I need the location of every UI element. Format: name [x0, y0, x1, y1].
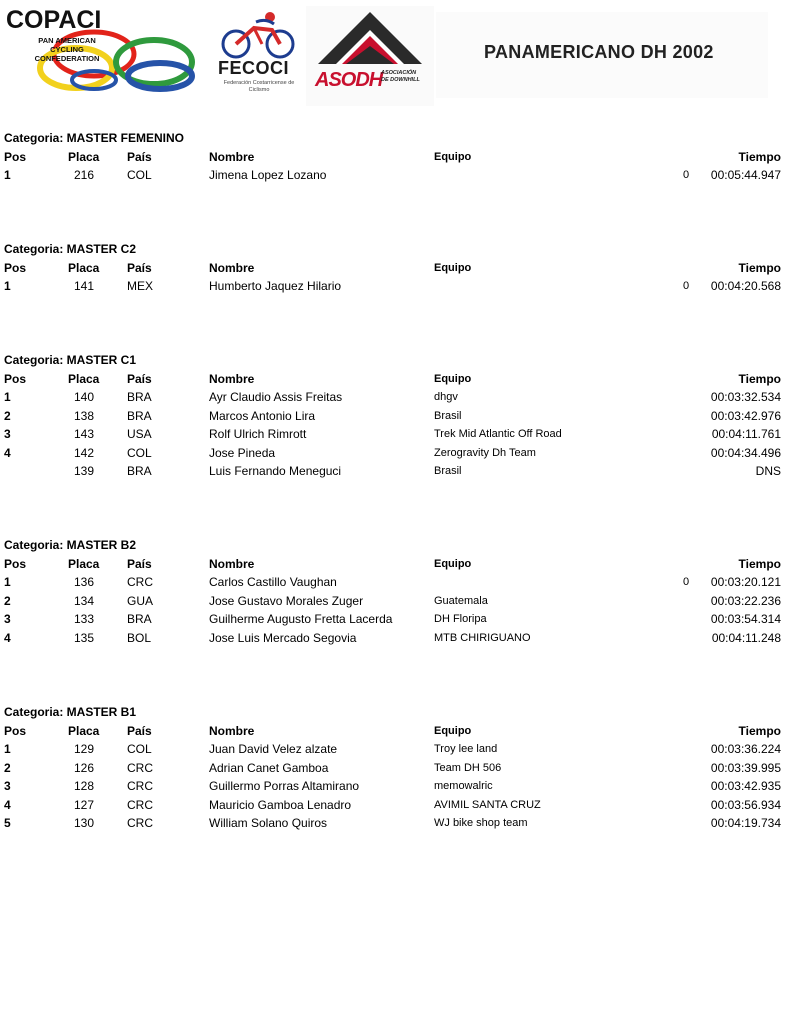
table-header [0, 150, 785, 168]
pais-cell: BRA [127, 612, 152, 626]
pais-cell: COL [127, 742, 152, 756]
placa-cell: 134 [74, 593, 95, 608]
header-pos: Pos [4, 723, 27, 738]
header-equipo: Equipo [434, 261, 472, 274]
pais-cell: GUA [127, 593, 154, 608]
fecoci-logo [214, 10, 300, 96]
cyclist-icon [214, 10, 300, 60]
placa-cell: 128 [74, 779, 95, 793]
placa-cell: 130 [74, 816, 95, 830]
pos-cell: 1 [4, 390, 11, 404]
equipo-cell: DH Floripa [434, 613, 487, 625]
tiempo-cell: 00:03:39.995 [710, 760, 781, 775]
pais-cell: BRA [127, 408, 152, 423]
header-nombre: Nombre [209, 371, 255, 386]
category-title: Categoria: MASTER C2 [4, 242, 137, 256]
nombre-cell: Carlos Castillo Vaughan [209, 575, 337, 589]
table-header [0, 372, 785, 390]
equipo-cell: Brasil [434, 465, 462, 477]
table-row [0, 798, 785, 816]
pos-cell: 2 [4, 760, 11, 775]
placa-cell: 127 [74, 797, 95, 812]
category-title: Categoria: MASTER B1 [4, 705, 137, 719]
fecoci-name: FECOCI [218, 58, 290, 78]
header-tiempo: Tiempo [738, 260, 781, 275]
pos-cell: 5 [4, 816, 11, 830]
header-equipo: Equipo [434, 724, 472, 737]
header-placa: Placa [68, 149, 100, 164]
tiempo-cell: 00:03:20.121 [710, 575, 781, 589]
extra-cell: 0 [683, 576, 690, 588]
tiempo-cell: 00:05:44.947 [710, 168, 781, 182]
pos-cell: 2 [4, 593, 11, 608]
header-pos: Pos [4, 371, 27, 386]
event-title-banner [436, 12, 768, 98]
pais-cell: BRA [127, 464, 152, 478]
tiempo-cell: 00:03:42.935 [710, 779, 781, 793]
pais-cell: COL [127, 168, 152, 182]
header-nombre: Nombre [209, 260, 255, 275]
tiempo-cell: 00:04:11.761 [711, 427, 781, 441]
pais-cell: BRA [127, 390, 152, 404]
equipo-cell: dhgv [434, 391, 458, 403]
placa-cell: 136 [74, 575, 95, 589]
nombre-cell: Marcos Antonio Lira [209, 408, 316, 423]
header-pais: País [127, 149, 152, 164]
header-tiempo: Tiempo [738, 556, 781, 571]
nombre-cell: Luis Fernando Meneguci [209, 464, 342, 478]
header-pos: Pos [4, 149, 27, 164]
header-nombre: Nombre [209, 723, 255, 738]
header-pais: País [127, 556, 152, 571]
placa-cell: 129 [74, 742, 95, 756]
category-title: Categoria: MASTER FEMENINO [4, 131, 185, 145]
equipo-cell: WJ bike shop team [434, 817, 528, 829]
tiempo-cell: 00:04:20.568 [710, 279, 781, 293]
equipo-cell: memowalric [434, 780, 493, 792]
tiempo-cell: DNS [755, 464, 781, 478]
table-row [0, 409, 785, 427]
category-title: Categoria: MASTER B2 [4, 538, 137, 552]
equipo-cell: MTB CHIRIGUANO [434, 631, 531, 644]
pais-cell: USA [127, 427, 152, 441]
tiempo-cell: 00:03:56.934 [710, 797, 781, 812]
nombre-cell: Jimena Lopez Lozano [209, 168, 327, 182]
nombre-cell: Jose Gustavo Morales Zuger [209, 593, 364, 608]
header-pais: País [127, 371, 152, 386]
table-row [0, 612, 785, 630]
table-row [0, 168, 785, 186]
header-equipo: Equipo [434, 150, 472, 163]
header-nombre: Nombre [209, 556, 255, 571]
pais-cell: COL [127, 445, 152, 460]
table-row [0, 446, 785, 464]
pos-cell: 3 [4, 779, 11, 793]
header-placa: Placa [68, 260, 100, 275]
table-row [0, 594, 785, 612]
equipo-cell: Team DH 506 [434, 761, 502, 774]
table-row [0, 279, 785, 297]
extra-cell: 0 [683, 280, 690, 292]
pos-cell: 4 [4, 630, 11, 645]
table-row [0, 427, 785, 445]
placa-cell: 138 [74, 408, 95, 423]
header-pais: País [127, 260, 152, 275]
table-row [0, 779, 785, 797]
header-equipo: Equipo [434, 557, 472, 570]
nombre-cell: Mauricio Gamboa Lenadro [209, 797, 352, 812]
equipo-cell: Trek Mid Atlantic Off Road [434, 428, 562, 440]
copaci-name: COPACI [6, 6, 102, 34]
tiempo-cell: 00:03:22.236 [710, 593, 781, 608]
table-row [0, 390, 785, 408]
pos-cell: 4 [4, 445, 11, 460]
equipo-cell: Brasil [434, 409, 462, 422]
pais-cell: MEX [127, 279, 154, 293]
table-header [0, 557, 785, 575]
mountain-icon [306, 6, 434, 70]
placa-cell: 135 [74, 630, 95, 645]
nombre-cell: Rolf Ulrich Rimrott [209, 427, 307, 441]
nombre-cell: Humberto Jaquez Hilario [209, 279, 342, 293]
pais-cell: CRC [127, 779, 153, 793]
placa-cell: 216 [74, 168, 95, 182]
pos-cell: 4 [4, 797, 11, 812]
nombre-cell: Guilherme Augusto Fretta Lacerda [209, 612, 393, 626]
table-row [0, 464, 785, 482]
asodh-logo [306, 6, 434, 106]
nombre-cell: Ayr Claudio Assis Freitas [209, 390, 343, 404]
pais-cell: CRC [127, 575, 153, 589]
equipo-cell: Guatemala [434, 594, 488, 607]
header-pos: Pos [4, 260, 27, 275]
pais-cell: BOL [127, 630, 152, 645]
placa-cell: 126 [74, 760, 95, 775]
equipo-cell: Zerogravity Dh Team [434, 446, 536, 459]
category-title: Categoria: MASTER C1 [4, 353, 137, 367]
event-title: PANAMERICANO DH 2002 [484, 42, 714, 62]
header-placa: Placa [68, 371, 100, 386]
header-equipo: Equipo [434, 372, 472, 385]
equipo-cell: Troy lee land [434, 743, 498, 755]
nombre-cell: Jose Luis Mercado Segovia [209, 630, 357, 645]
pais-cell: CRC [127, 797, 153, 812]
tiempo-cell: 00:03:42.976 [710, 408, 781, 423]
tiempo-cell: 00:04:11.248 [711, 630, 781, 645]
header-tiempo: Tiempo [738, 371, 781, 386]
header-nombre: Nombre [209, 149, 255, 164]
pos-cell: 1 [4, 168, 11, 182]
nombre-cell: Juan David Velez alzate [209, 742, 338, 756]
tiempo-cell: 00:04:34.496 [710, 445, 781, 460]
asodh-tagline: ASOCIACIÓN DE DOWNHILL [381, 70, 420, 83]
header-tiempo: Tiempo [738, 149, 781, 164]
nombre-cell: Adrian Canet Gamboa [209, 760, 329, 775]
pos-cell: 1 [4, 279, 11, 293]
nombre-cell: William Solano Quiros [209, 816, 328, 830]
placa-cell: 139 [74, 464, 95, 478]
placa-cell: 141 [74, 279, 95, 293]
pais-cell: CRC [127, 760, 153, 775]
copaci-tagline: PAN AMERICAN CYCLING CONFEDERATION [34, 36, 100, 63]
pos-cell: 3 [4, 612, 11, 626]
header-tiempo: Tiempo [738, 723, 781, 738]
placa-cell: 133 [74, 612, 95, 626]
placa-cell: 140 [74, 390, 95, 404]
table-header [0, 261, 785, 279]
extra-cell: 0 [683, 169, 690, 181]
pos-cell: 1 [4, 742, 11, 756]
table-row [0, 631, 785, 649]
table-row [0, 816, 785, 834]
tiempo-cell: 00:03:32.534 [710, 390, 781, 404]
nombre-cell: Jose Pineda [209, 445, 276, 460]
header-placa: Placa [68, 723, 100, 738]
table-row [0, 575, 785, 593]
header-pais: País [127, 723, 152, 738]
header-placa: Placa [68, 556, 100, 571]
tiempo-cell: 00:04:19.734 [710, 816, 781, 830]
pos-cell: 3 [4, 427, 11, 441]
placa-cell: 143 [74, 427, 95, 441]
tiempo-cell: 00:03:54.314 [710, 612, 781, 626]
header-pos: Pos [4, 556, 27, 571]
asodh-name: ASODH [315, 69, 383, 91]
table-row [0, 742, 785, 760]
table-header [0, 724, 785, 742]
placa-cell: 142 [74, 445, 95, 460]
fecoci-tagline: Federación Costarricense de Ciclismo [223, 80, 295, 93]
table-row [0, 761, 785, 779]
pais-cell: CRC [127, 816, 153, 830]
equipo-cell: AVIMIL SANTA CRUZ [434, 798, 541, 811]
pos-cell: 1 [4, 575, 11, 589]
nombre-cell: Guillermo Porras Altamirano [209, 779, 360, 793]
pos-cell: 2 [4, 408, 11, 423]
tiempo-cell: 00:03:36.224 [710, 742, 781, 756]
copaci-logo [4, 6, 200, 96]
